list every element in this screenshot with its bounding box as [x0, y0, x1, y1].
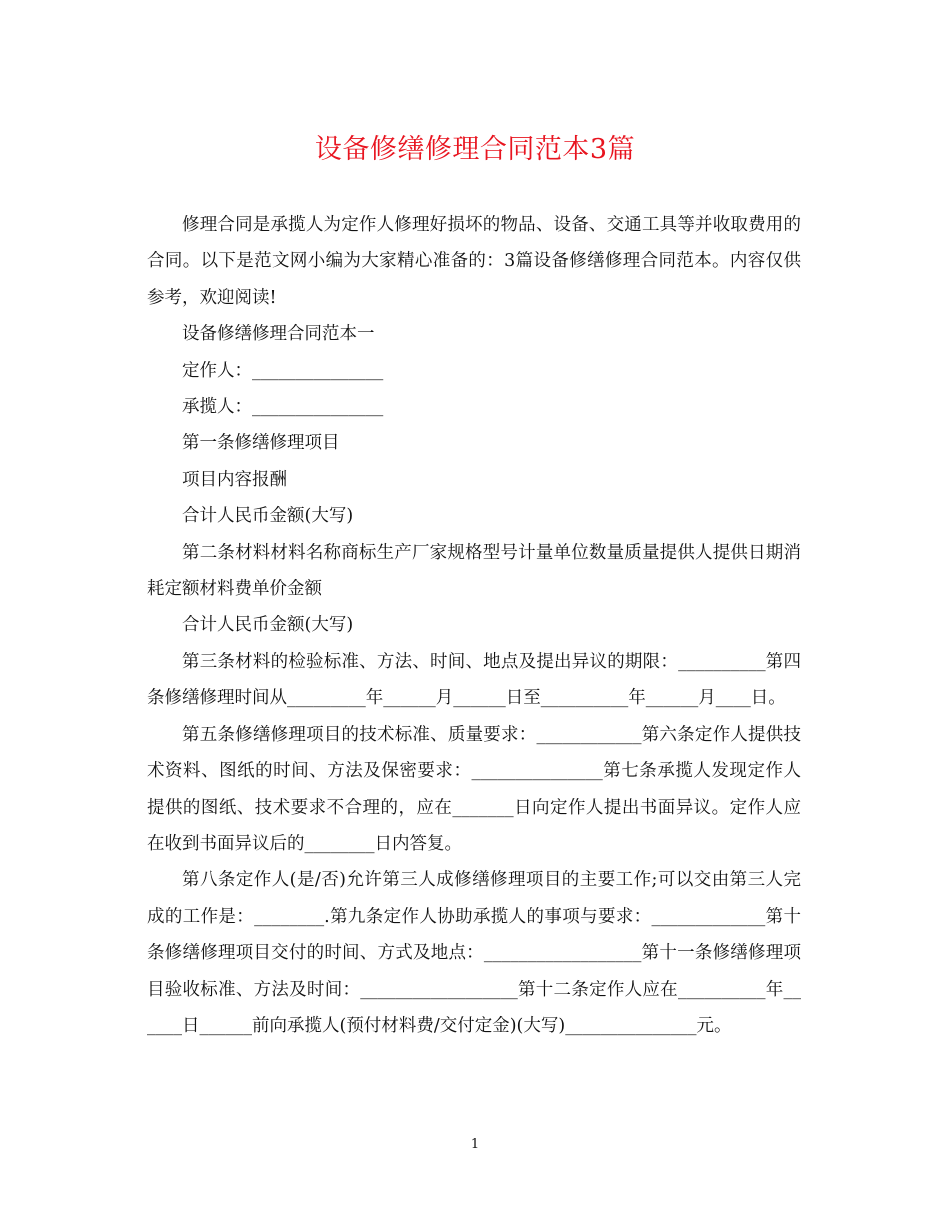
clause-paragraph: 合计人民币金额(大写): [182, 615, 354, 636]
party-line: 承揽人：_______________: [182, 397, 384, 418]
page-number: 1: [470, 1137, 480, 1152]
clause-paragraph: 第八条定作人(是/否)允许第三人成修缮修理项目的主要工作;可以交由第三人完成的工作是：________.第九条定作人协助承揽人的事项与要求：_____________第十条修缮修理项目交付的时间、方式及地点：__________________第十一条修缮修理项目验收标准、方法及时间：__________________第十二条定作人应在__________年______日______前向承揽人(预付材料费/交付定金)(大写)_______________元。: [147, 870, 801, 1036]
party-line: 定作人：_______________: [182, 360, 384, 381]
clause-paragraph: 项目内容报酬: [182, 469, 287, 490]
section-heading: 设备修缮修理合同范本一: [182, 324, 375, 345]
document-body: [147, 207, 801, 1044]
clause-paragraph: 第一条修缮修理项目: [182, 433, 340, 454]
clause-paragraph: 第二条材料材料名称商标生产厂家规格型号计量单位数量质量提供人提供日期消耗定额材料费单价金额: [147, 542, 801, 600]
clause-paragraph: 第五条修缮修理项目的技术标准、质量要求：____________第六条定作人提供技术资料、图纸的时间、方法及保密要求：_______________第七条承揽人发现定作人提供的图纸、技术要求不合理的，应在_______日向定作人提出书面异议。定作人应在收到书面异议后的________日内答复。: [147, 724, 801, 854]
intro-paragraph: 修理合同是承揽人为定作人修理好损坏的物品、设备、交通工具等并收取费用的合同。以下是范文网小编为大家精心准备的：3篇设备修缮修理合同范本。内容仅供参考，欢迎阅读!: [147, 215, 801, 308]
clause-paragraph: 第三条材料的检验标准、方法、时间、地点及提出异议的期限：__________第四条修缮修理时间从_________年______月______日至__________年______月____日。: [147, 651, 801, 709]
document-title: 设备修缮修理合同范本3篇: [314, 134, 636, 165]
clause-paragraph: 合计人民币金额(大写): [182, 506, 354, 527]
